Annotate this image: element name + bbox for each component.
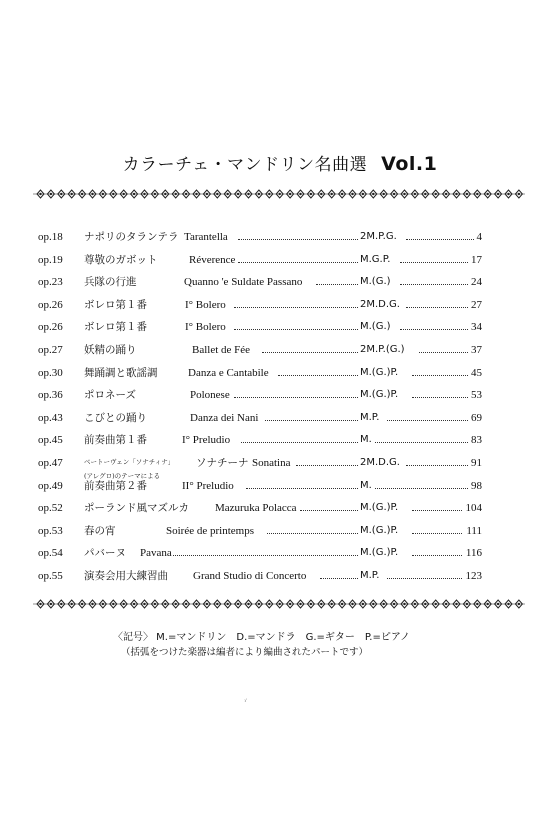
instrumentation: 2M.P.G.	[360, 231, 397, 242]
leader-dots	[267, 524, 358, 534]
latin-title: I° Bolero	[185, 298, 226, 311]
latin-title: Mazuruka Polacca	[215, 502, 297, 515]
bottom-ornament-border	[33, 597, 525, 611]
latin-title: I° Bolero	[185, 321, 226, 334]
japanese-title: ボレロ第１番	[84, 321, 147, 334]
latin-title: Danza dei Nani	[190, 411, 259, 424]
toc-row	[38, 433, 482, 456]
opus-number: op.27	[38, 343, 63, 356]
leader-dots	[375, 433, 468, 443]
latin-title: Polonese	[190, 389, 230, 402]
page-number: 17	[471, 253, 482, 266]
latin-title: Sonatina	[252, 456, 291, 469]
latin-title: Soirée de printemps	[166, 524, 254, 537]
instrumentation: M.(G.)P.	[360, 524, 399, 536]
instrumentation: 2M.P.(G.)	[360, 343, 405, 355]
toc-row	[38, 524, 482, 547]
opus-number: op.49	[38, 479, 63, 492]
leader-dots	[400, 275, 468, 285]
japanese-title: ポーランド風マズルカ	[84, 502, 189, 515]
instrumentation: 2M.D.G.	[360, 298, 400, 310]
latin-title: Tarantella	[184, 231, 228, 243]
toc-row	[38, 569, 482, 592]
page-number: 24	[471, 276, 482, 289]
toc-row	[38, 479, 482, 502]
toc-row	[38, 411, 482, 434]
toc-row	[38, 253, 482, 276]
leader-dots	[234, 388, 358, 398]
title-volume: Vol.1	[381, 153, 438, 175]
japanese-title: パバーヌ	[84, 547, 126, 560]
japanese-title: ポロネーズ	[84, 389, 136, 402]
leader-dots	[375, 479, 468, 489]
page-title	[0, 150, 560, 175]
page-number: 37	[471, 343, 482, 356]
japanese-title: 前奏曲第２番	[84, 479, 147, 492]
page-mark-icon: ゞ	[242, 698, 249, 705]
opus-number: op.30	[38, 366, 63, 379]
opus-number: op.53	[38, 524, 63, 537]
leader-dots	[400, 320, 468, 330]
leader-dots	[419, 343, 468, 353]
page-number: 27	[471, 298, 482, 311]
page-number: 111	[466, 524, 482, 537]
leader-dots	[278, 366, 358, 376]
leader-dots	[241, 433, 358, 443]
page-number: 34	[471, 321, 482, 334]
opus-number: op.43	[38, 411, 63, 424]
page-number: 91	[471, 456, 482, 469]
subtitle-line-1: ベートーヴェン「ソナチィナ」	[84, 457, 175, 466]
opus-number: op.36	[38, 389, 63, 402]
leader-dots	[412, 524, 462, 534]
latin-title: II° Preludio	[182, 479, 234, 492]
leader-dots	[173, 546, 358, 556]
opus-number: op.52	[38, 502, 63, 515]
toc-row	[38, 230, 482, 253]
opus-number: op.54	[38, 547, 63, 560]
leader-dots	[412, 546, 462, 556]
page-number: 69	[471, 411, 482, 424]
leader-dots	[234, 298, 358, 308]
japanese-title: ナポリのタランテラ	[84, 231, 179, 243]
legend-symbols: 〈記号〉 M.=マンドリン D.=マンドラ G.=ギター P.=ピアノ	[113, 632, 411, 643]
instrumentation: M.(G.)P.	[360, 389, 399, 401]
latin-title: Pavana	[140, 547, 172, 560]
japanese-title: 妖精の踊り	[84, 343, 137, 356]
latin-title: I° Preludio	[182, 434, 231, 447]
toc-row	[38, 456, 482, 479]
table-of-contents	[38, 230, 482, 592]
leader-dots	[412, 388, 468, 398]
toc-row	[38, 501, 482, 524]
leader-dots	[387, 411, 468, 421]
leader-dots	[238, 253, 358, 263]
toc-row	[38, 388, 482, 411]
leader-dots	[246, 479, 358, 489]
toc-row	[38, 275, 482, 298]
opus-number: op.23	[38, 276, 63, 289]
leader-dots	[406, 298, 468, 308]
instrumentation: M.	[360, 434, 372, 446]
instrumentation: M.(G.)	[360, 321, 391, 333]
instrumentation: M.G.P.	[360, 253, 391, 265]
page-number: 45	[471, 366, 482, 379]
opus-number: op.55	[38, 569, 63, 582]
opus-number: op.18	[38, 231, 63, 243]
title-main: カラーチェ・マンドリン名曲選	[122, 155, 368, 175]
instrumentation: M.(G.)P.	[360, 547, 399, 559]
japanese-title: 兵隊の行進	[84, 276, 137, 289]
legend-note: （括弧をつけた楽器は編者により編曲されたパートです）	[121, 647, 369, 658]
page-number: 104	[465, 502, 482, 515]
japanese-title: こびとの踊り	[84, 411, 147, 424]
opus-number: op.26	[38, 298, 63, 311]
leader-dots	[412, 501, 462, 511]
subtitle-line-2: (アレグロ)のテーマによる	[84, 471, 161, 480]
page-number: 98	[471, 479, 482, 492]
toc-row	[38, 546, 482, 569]
toc-row	[38, 343, 482, 366]
latin-title: Danza e Cantabile	[188, 366, 269, 379]
leader-dots	[234, 320, 358, 330]
top-ornament-border	[33, 187, 525, 201]
japanese-title: 舞踊調と歌謡調	[84, 366, 158, 379]
instrumentation: M.(G.)P.	[360, 366, 399, 378]
latin-title: Réverence	[189, 253, 236, 266]
latin-title: Ballet de Fée	[192, 343, 251, 356]
leader-dots	[412, 366, 468, 376]
instrumentation: M.(G.)P.	[360, 502, 399, 514]
toc-row	[38, 366, 482, 389]
japanese-title: ボレロ第１番	[84, 298, 147, 311]
japanese-title: 尊敬のガボット	[84, 253, 158, 266]
leader-dots	[238, 230, 358, 240]
instrumentation: M.(G.)	[360, 276, 391, 288]
leader-dots	[296, 456, 358, 466]
japanese-title: 演奏会用大練習曲	[84, 569, 168, 582]
opus-number: op.26	[38, 321, 63, 334]
toc-row	[38, 298, 482, 321]
latin-title: Grand Studio di Concerto	[193, 569, 307, 582]
leader-dots	[400, 253, 468, 263]
page-number: 116	[465, 547, 482, 560]
leader-dots	[262, 343, 358, 353]
page-number: 123	[465, 569, 482, 582]
japanese-title: 春の宵	[84, 524, 116, 537]
japanese-title: 前奏曲第１番	[84, 434, 147, 447]
leader-dots	[387, 569, 462, 579]
instrumentation: 2M.D.G.	[360, 456, 400, 468]
leader-dots	[316, 275, 358, 285]
leader-dots	[406, 456, 468, 466]
instrumentation: M.P.	[360, 569, 380, 581]
latin-title: Quanno 'e Suldate Passano	[184, 276, 303, 289]
instrumentation: M.P.	[360, 411, 380, 423]
japanese-title: ソナチーナ	[196, 456, 249, 469]
opus-number: op.47	[38, 456, 63, 469]
page-number: 53	[471, 389, 482, 402]
leader-dots	[320, 569, 358, 579]
leader-dots	[406, 230, 474, 240]
leader-dots	[265, 411, 358, 421]
opus-number: op.45	[38, 434, 63, 447]
page-number: 83	[471, 434, 482, 447]
page-number: 4	[476, 231, 482, 243]
opus-number: op.19	[38, 253, 63, 266]
leader-dots	[300, 501, 358, 511]
toc-row	[38, 320, 482, 343]
instrumentation: M.	[360, 479, 372, 491]
